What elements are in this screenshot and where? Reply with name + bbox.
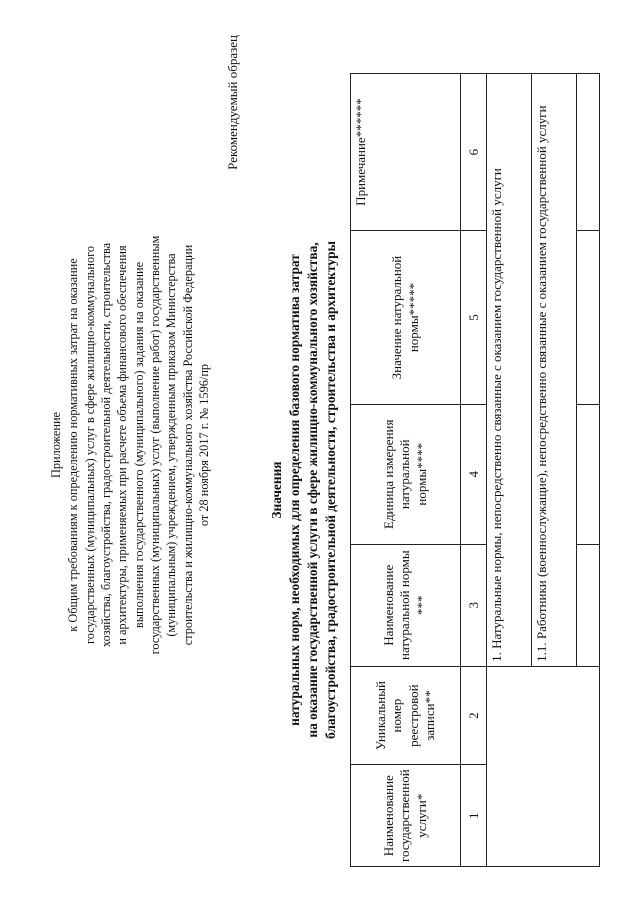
header-cell: Наименование государственной услуги*	[351, 765, 461, 867]
norms-table	[350, 73, 600, 867]
table-section-row	[487, 74, 532, 867]
header-cell: Примечание******	[351, 74, 461, 231]
document-title	[268, 130, 340, 850]
annex-line: (муниципальным) учреждением, утвержденным приказом Министерства	[164, 253, 179, 637]
header-cell: Единица измерения натуральной нормы****	[351, 404, 461, 544]
title-line: благоустройства, градостроительной деятельности, строительства и архитектуры	[322, 241, 338, 740]
header-cell: Наименование натуральной нормы ***	[351, 544, 461, 666]
annex-line: и архитектуры, применяемых при расчете объема финансового обеспечения	[115, 245, 130, 645]
table-number-row	[461, 74, 487, 867]
header-cell: Уникальный номер реестровой записи**	[351, 666, 461, 765]
annex-line: государственных (муниципальных) услуг (выполнение работ) государственным	[148, 235, 163, 655]
title-line: на оказание государственной услуги в сфере жилищно-коммунального хозяйства,	[304, 242, 320, 738]
annex-heading: Приложение	[49, 412, 63, 478]
empty-cell	[577, 404, 600, 544]
number-cell: 3	[461, 544, 487, 666]
empty-cell	[577, 544, 600, 666]
annex-line: выполнения государственного (муниципального) задания на оказание	[131, 261, 146, 629]
number-cell: 1	[461, 765, 487, 867]
empty-cell	[487, 666, 600, 866]
title-line: Значения	[269, 461, 284, 519]
annex-line: строительства и жилищно-коммунального хозяйства Российской Федерации	[180, 244, 195, 646]
title-line: натуральных норм, необходимых для определения базового норматива затрат	[286, 254, 302, 726]
annex-block	[48, 155, 212, 735]
annex-line: от 28 ноября 2017 г. № 1596/пр	[197, 363, 212, 527]
number-cell: 5	[461, 231, 487, 405]
number-cell: 6	[461, 74, 487, 231]
number-cell: 4	[461, 404, 487, 544]
table-header-row	[351, 74, 461, 867]
annex-line: хозяйства, благоустройства, градостроительной деятельности, строительства	[99, 242, 114, 648]
number-cell: 2	[461, 666, 487, 765]
annex-line: государственных (муниципальных) услуг в сфере жилищно-коммунального	[82, 246, 97, 644]
header-cell: Значение натуральной нормы*****	[351, 231, 461, 405]
section-cell: 1.1. Работники (военнослужащие), непосредственно связанные с оказанием государственной услуги	[532, 74, 577, 667]
annex-line: к Общим требованиям к определению нормативных затрат на оказание	[66, 258, 81, 632]
sample-label: Рекомендуемый образец	[225, 35, 240, 170]
empty-cell	[577, 231, 600, 405]
section-cell: 1. Натуральные нормы, непосредственно связанные с оказанием государственной услуги	[487, 74, 532, 667]
empty-cell	[577, 74, 600, 231]
